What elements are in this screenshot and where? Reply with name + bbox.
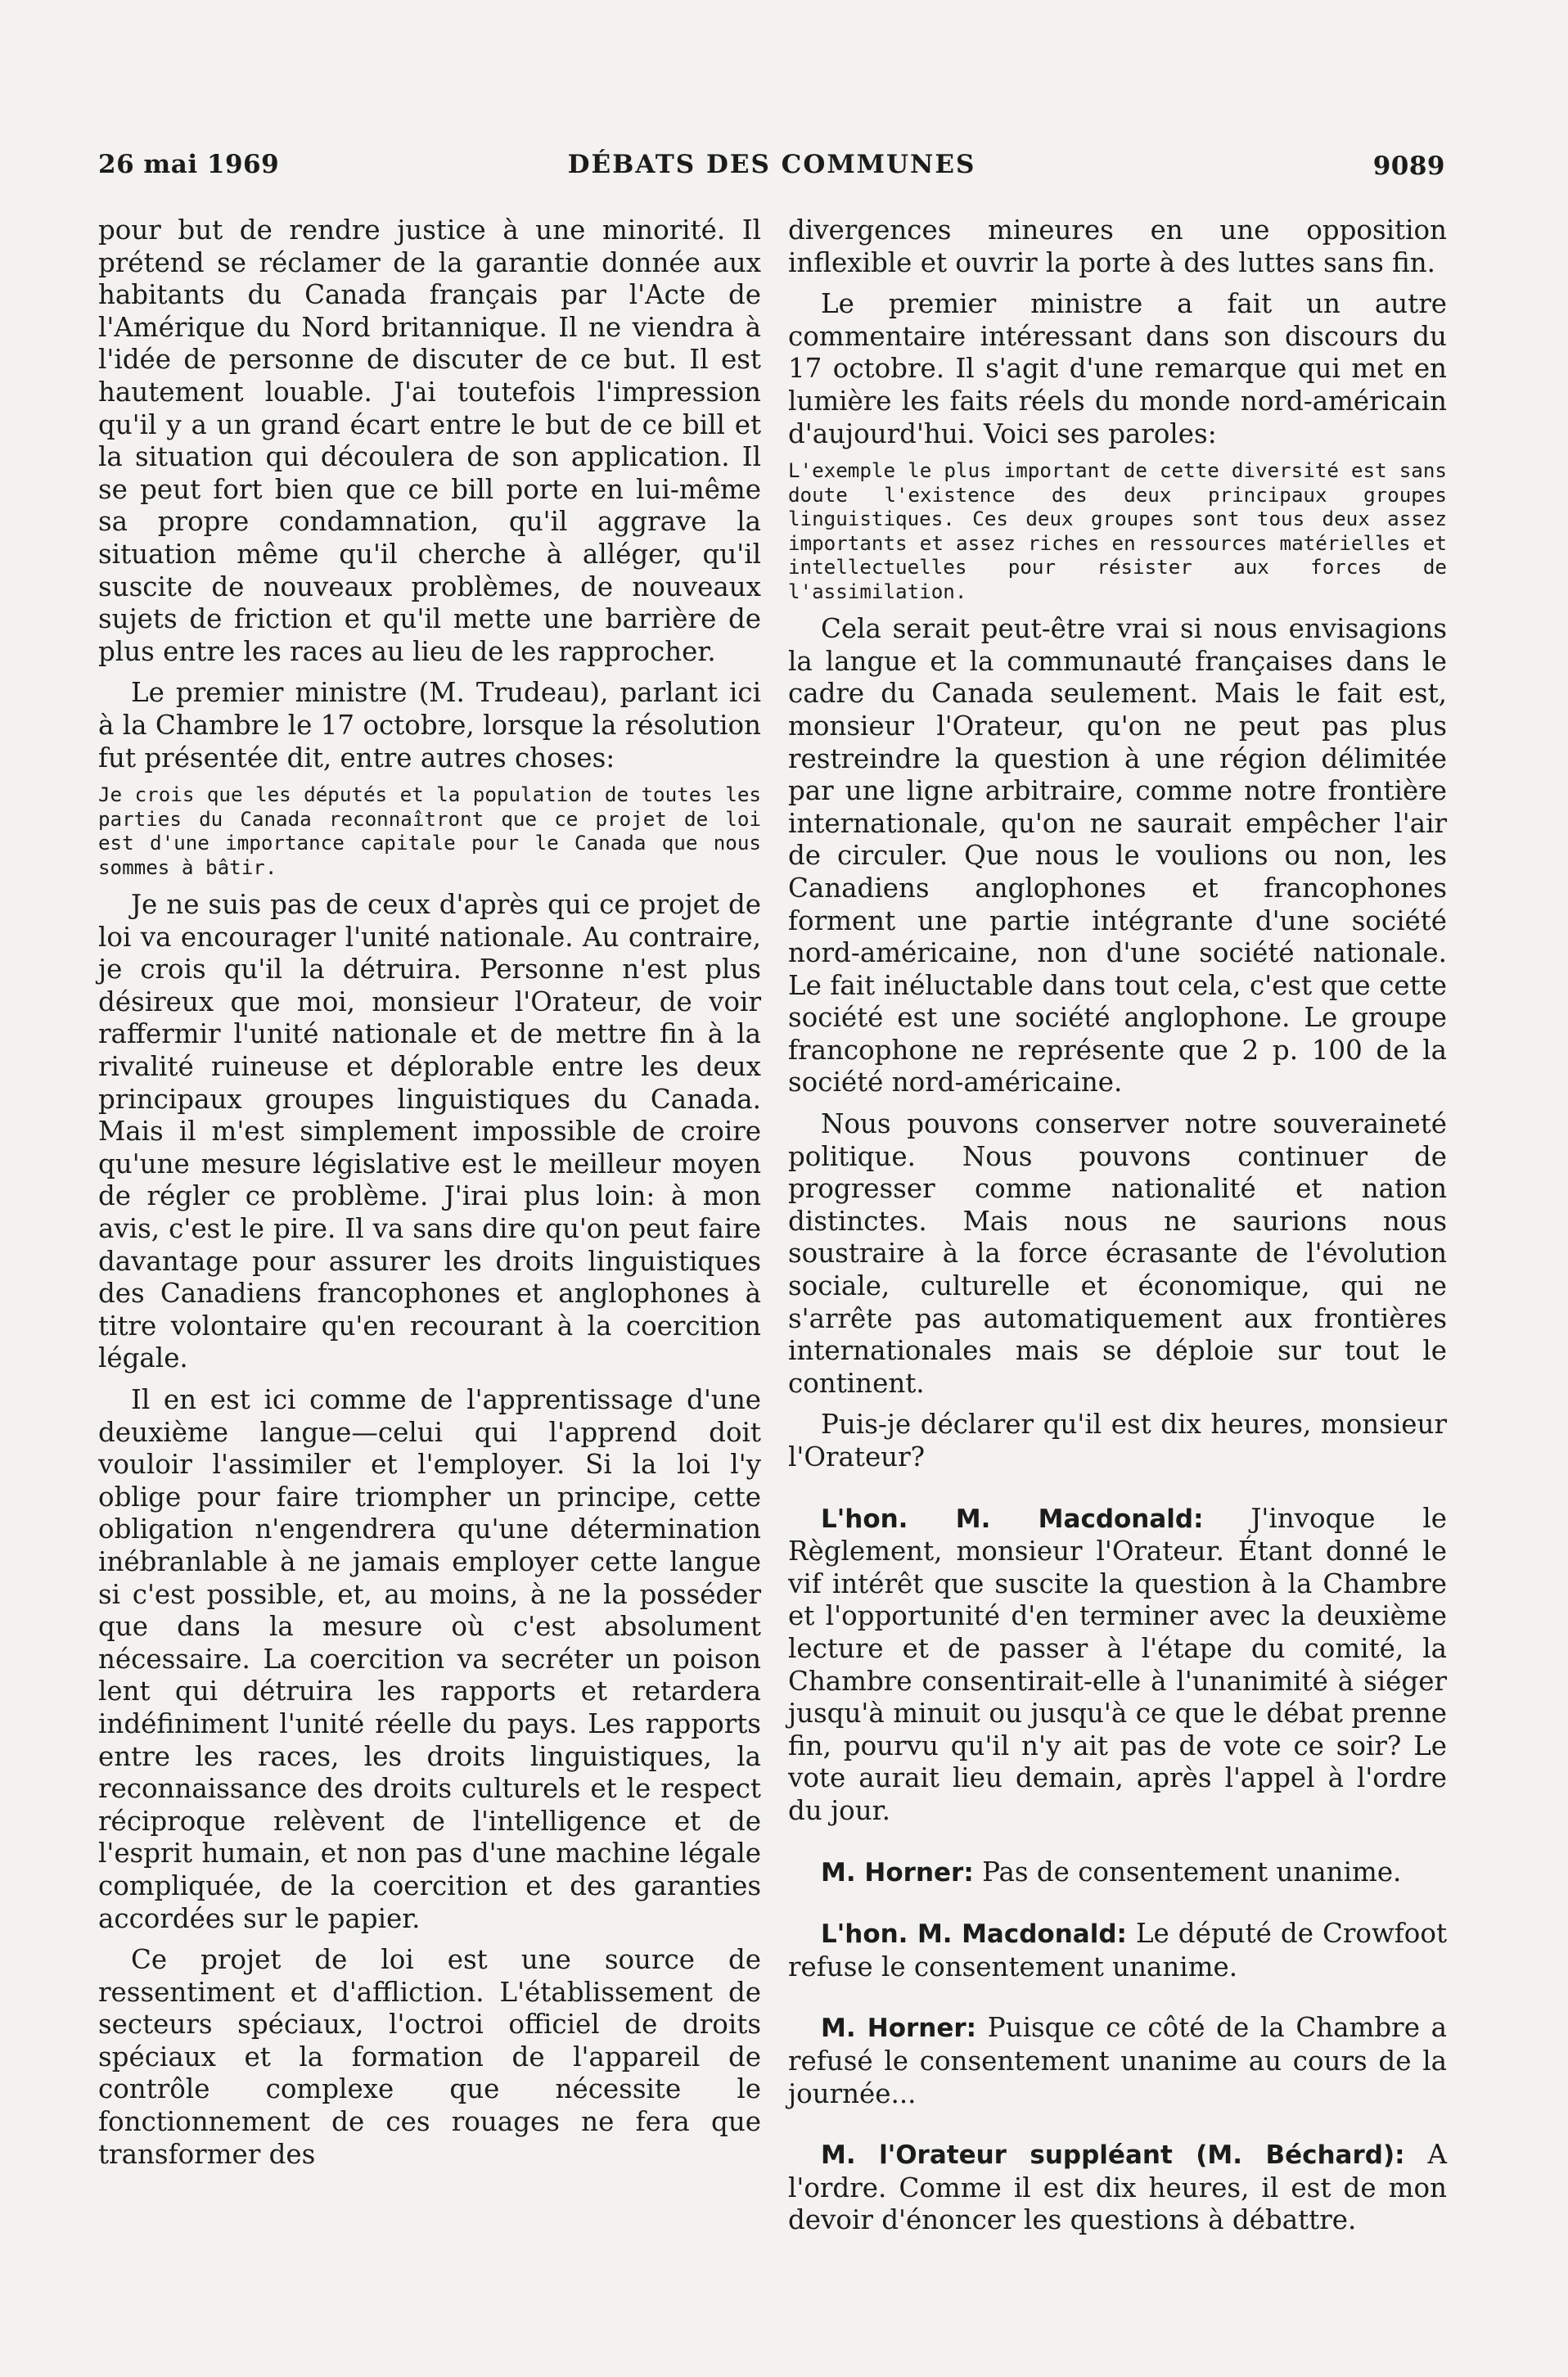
speech-text: Pas de consentement unanime. bbox=[973, 1856, 1402, 1888]
speech-text: A l'ordre. Comme il est dix heures, il est de mon devoir d'énoncer les questions à débattre. bbox=[788, 2139, 1447, 2236]
speaker-name: M. Horner: bbox=[821, 1857, 974, 1888]
paragraph: divergences mineures en une opposition inflexible et ouvrir la porte à des luttes sans fin. bbox=[788, 214, 1447, 278]
speaker-turn bbox=[788, 1503, 1447, 1828]
right-column bbox=[788, 214, 1447, 2246]
speaker-turn bbox=[788, 2012, 1447, 2110]
speech-text: J'invoque le Règlement, monsieur l'Orateur. Étant donné le vif intérêt que suscite la question à la Chambre et l'opportunité d'en terminer avec la deuxième lecture et de passer à l'étape du comité, la Chambre consentirait-elle à l'unanimité à siéger jusqu'à minuit ou jusqu'à ce que le débat prenne fin, pourvu qu'il n'y ait pas de vote ce soir? Le vote aurait lieu demain, après l'appel à l'ordre du jour. bbox=[788, 1502, 1447, 1826]
page-header bbox=[98, 150, 1445, 191]
header-page-number: 9089 bbox=[1372, 151, 1445, 181]
header-title: DÉBATS DES COMMUNES bbox=[567, 150, 976, 179]
speaker-turn bbox=[788, 1856, 1447, 1890]
paragraph: Il en est ici comme de l'apprentissage d'une deuxième langue—celui qui l'apprend doit vouloir l'assimiler et l'employer. Si la loi l'y oblige pour faire triompher un principe, cette obligation n'engendrera qu'une détermination inébranlable à ne jamais employer cette langue si c'est possible, et, au moins, à ne la posséder que dans la mesure où c'est absolument nécessaire. La coercition va secréter un poison lent qui détruira les rapports et retardera indéfiniment l'unité réelle du pays. Les rapports entre les races, les droits linguistiques, la reconnaissance des droits culturels et le respect réciproque relèvent de l'intelligence et de l'esprit humain, et non pas d'une machine légale compliquée, de la coercition et des garanties accordées sur le papier. bbox=[98, 1384, 761, 1934]
speech-text: Puisque ce côté de la Chambre a refusé le consentement unanime au cours de la journée... bbox=[788, 2012, 1448, 2109]
header-date: 26 mai 1969 bbox=[98, 150, 280, 179]
paragraph: Cela serait peut-être vrai si nous envisagions la langue et la communauté françaises dans le cadre du Canada seulement. Mais le fait est, monsieur l'Orateur, qu'on ne peut pas plus restreindre la question à une région délimitée par une ligne arbitraire, comme notre frontière internationale, qu'on ne saurait empêcher l'air de circuler. Que nous le voulions ou non, les Canadiens anglophones et francophones forment une partie intégrante d'une société nord-américaine, non d'une société nationale. Le fait inéluctable dans tout cela, c'est que cette société est une société anglophone. Le groupe francophone ne représente que 2 p. 100 de la société nord-américaine. bbox=[788, 613, 1447, 1098]
paragraph: Nous pouvons conserver notre souveraineté politique. Nous pouvons continuer de progresser comme nationalité et nation distinctes. Mais nous ne saurions nous soustraire à la force écrasante de l'évolution sociale, culturelle et économique, qui ne s'arrête pas automatiquement aux frontières internationales mais se déploie sur tout le continent. bbox=[788, 1108, 1447, 1399]
speaker-name: M. Horner: bbox=[821, 2014, 977, 2044]
speaker-name: L'hon. M. Macdonald: bbox=[821, 1919, 1127, 1950]
speaker-turn bbox=[788, 1918, 1447, 1983]
block-quote: L'exemple le plus important de cette diversité est sans doute l'existence des deux principaux groupes linguistiques. Ces deux groupes sont tous deux assez importants et assez riches en ressources matérielles et intellectuelles pour résister aux forces de l'assimilation. bbox=[788, 459, 1447, 603]
paragraph: Ce projet de loi est une source de ressentiment et d'affliction. L'établissement de secteurs spéciaux, l'octroi officiel de droits spéciaux et la formation de l'appareil de contrôle complexe que nécessite le fonctionnement de ces rouages ne fera que transformer des bbox=[98, 1944, 761, 2170]
paragraph: pour but de rendre justice à une minorité. Il prétend se réclamer de la garantie donnée aux habitants du Canada français par l'Acte de l'Amérique du Nord britannique. Il ne viendra à l'idée de personne de discuter de ce but. Il est hautement louable. J'ai toutefois l'impression qu'il y a un grand écart entre le but de ce bill et la situation qui découlera de son application. Il se peut fort bien que ce bill porte en lui-même sa propre condamnation, qu'il aggrave la situation même qu'il cherche à alléger, qu'il suscite de nouveaux problèmes, de nouveaux sujets de friction et qu'il mette une barrière de plus entre les races au lieu de les rapprocher. bbox=[98, 214, 761, 667]
speaker-name: M. l'Orateur suppléant (M. Béchard): bbox=[821, 2140, 1405, 2171]
speech-text: Le député de Crowfoot refuse le consentement unanime. bbox=[788, 1918, 1447, 1982]
paragraph: Le premier ministre (M. Trudeau), parlant ici à la Chambre le 17 octobre, lorsque la résolution fut présentée dit, entre autres choses: bbox=[98, 677, 761, 774]
paragraph: Puis-je déclarer qu'il est dix heures, monsieur l'Orateur? bbox=[788, 1409, 1447, 1473]
block-quote: Je crois que les députés et la population de toutes les parties du Canada reconnaîtront que ce projet de loi est d'une importance capitale pour le Canada que nous sommes à bâtir. bbox=[98, 783, 761, 879]
paragraph: Je ne suis pas de ceux d'après qui ce projet de loi va encourager l'unité nationale. Au contraire, je crois qu'il la détruira. Personne n'est plus désireux que moi, monsieur l'Orateur, de voir raffermir l'unité nationale et de mettre fin à la rivalité ruineuse et déplorable entre les deux principaux groupes linguistiques du Canada. Mais il m'est simplement impossible de croire qu'une mesure législative est le meilleur moyen de régler ce problème. J'irai plus loin: à mon avis, c'est le pire. Il va sans dire qu'on peut faire davantage pour assurer les droits linguistiques des Canadiens francophones et anglophones à titre volontaire qu'en recourant à la coercition légale. bbox=[98, 889, 761, 1374]
speaker-turn bbox=[788, 2139, 1447, 2237]
speaker-name: L'hon. M. Macdonald: bbox=[821, 1504, 1204, 1534]
left-column bbox=[98, 214, 761, 2180]
paragraph: Le premier ministre a fait un autre commentaire intéressant dans son discours du 17 octobre. Il s'agit d'une remarque qui met en lumière les faits réels du monde nord-américain d'aujourd'hui. Voici ses paroles: bbox=[788, 288, 1447, 449]
